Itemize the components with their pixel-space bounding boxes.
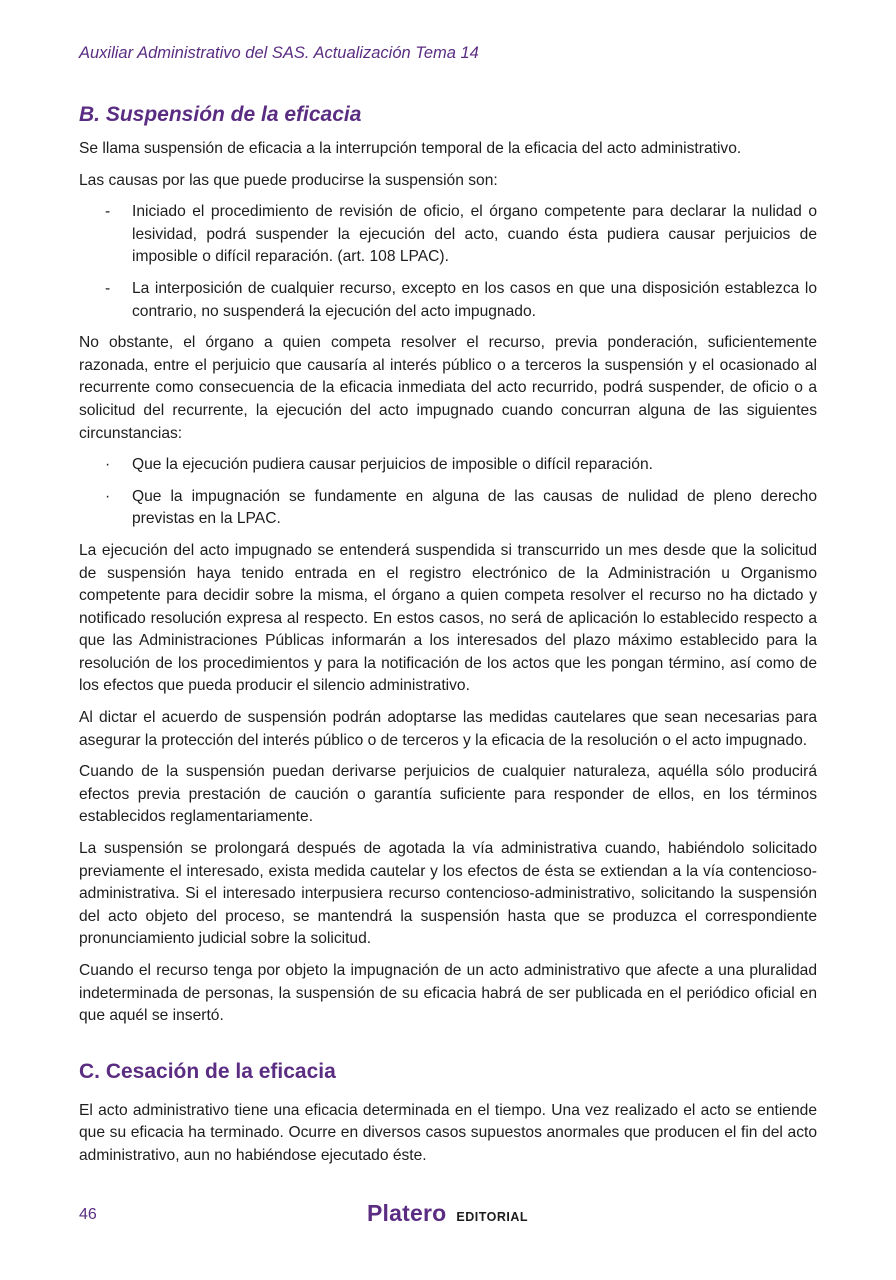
page-content	[79, 101, 817, 1168]
paragraph: La ejecución del acto impugnado se entenderá suspendida si transcurrido un mes desde que la solicitud de suspensión haya tenido entrada en el registro electrónico de la Administración u Organismo competente para decidir sobre la misma, el órgano a quien competa resolver el recurso no ha dictado y notificado resolución expresa al respecto. En estos casos, no será de aplicación lo establecido respecto a que las Administraciones Públicas informarán a los interesados del plazo máximo establecido para la resolución de los procedimientos y para la notificación de los actos que les pongan término, así como de los efectos que pueda producir el silencio administrativo.	[79, 541, 817, 695]
section-c-heading: C. Cesación de la eficacia	[79, 1059, 336, 1083]
section-b-heading: B. Suspensión de la eficacia	[79, 103, 362, 126]
running-header: Auxiliar Administrativo del SAS. Actualización Tema 14	[79, 44, 479, 62]
paragraph: El acto administrativo tiene una eficacia determinada en el tiempo. Una vez realizado el acto se entiende que su eficacia ha terminado. Ocurre en diversos casos supuestos anormales que producen el fin del acto administrativo, aun no habiéndose ejecutado éste.	[79, 1101, 817, 1164]
paragraph: La suspensión se prolongará después de agotada la vía administrativa cuando, habiéndolo solicitado previamente el interesado, exista medida cautelar y los efectos de ésta se extiendan a la vía contencioso-administrativa. Si el interesado interpusiera recurso contencioso-administrativo, solicitando la suspensión del acto objeto del proceso, se mantendrá la suspensión hasta que se produzca el correspondiente pronunciamiento judicial sobre la solicitud.	[79, 840, 817, 948]
list-item-text: Iniciado el procedimiento de revisión de oficio, el órgano competente para declarar la nulidad o lesividad, podrá suspender la ejecución del acto, cuando ésta pudiera causar perjuicios de imposible o difícil reparación. (art. 108 LPAC).	[132, 203, 817, 266]
paragraph: Se llama suspensión de eficacia a la interrupción temporal de la eficacia del acto administrativo.	[79, 140, 742, 157]
dash-marker: -	[105, 203, 111, 221]
paragraph: No obstante, el órgano a quien competa resolver el recurso, previa ponderación, suficientemente razonada, entre el perjuicio que causaría al interés público o a terceros la suspensión y el ocasionado al recurrente como consecuencia de la eficacia inmediata del acto recurrido, podrá suspender, de oficio o a solicitud del recurrente, la ejecución del acto impugnado cuando concurran alguna de las siguientes circunstancias:	[79, 334, 817, 442]
list-item-text: Que la ejecución pudiera causar perjuicios de imposible o difícil reparación.	[132, 456, 653, 474]
list-item-text: La interposición de cualquier recurso, excepto en los casos en que una disposición establezca lo contrario, no suspenderá la ejecución del acto impugnado.	[132, 279, 817, 320]
paragraph: Al dictar el acuerdo de suspensión podrán adoptarse las medidas cautelares que sean necesarias para asegurar la protección del interés público o de terceros y la eficacia de la resolución o el acto impugnado.	[79, 709, 817, 749]
paragraph: Las causas por las que puede producirse la suspensión son:	[79, 171, 498, 189]
brand-suffix: EDITORIAL	[456, 1210, 529, 1224]
list-item	[79, 486, 817, 531]
publisher-logo	[367, 1200, 528, 1227]
list-item-text: Que la impugnación se fundamente en alguna de las causas de nulidad de pleno derecho previstas en la LPAC.	[132, 487, 817, 528]
dash-marker: -	[105, 279, 111, 297]
paragraph: Cuando el recurso tenga por objeto la impugnación de un acto administrativo que afecte a una pluralidad indeterminada de personas, la suspensión de su eficacia habrá de ser publicada en el periódico oficial en que aquél se insertó.	[79, 962, 817, 1025]
list-item	[79, 454, 817, 477]
dot-marker: ·	[105, 456, 111, 474]
list-item	[79, 278, 817, 323]
brand-name: Platero	[367, 1200, 447, 1226]
paragraph: Cuando de la suspensión puedan derivarse perjuicios de cualquier naturaleza, aquélla sólo producirá efectos previa prestación de caución o garantía suficiente para responder de ellos, en los términos establecidos reglamentariamente.	[79, 763, 817, 826]
list-item	[79, 201, 817, 269]
dot-marker: ·	[105, 487, 111, 505]
page-number: 46	[79, 1206, 97, 1223]
